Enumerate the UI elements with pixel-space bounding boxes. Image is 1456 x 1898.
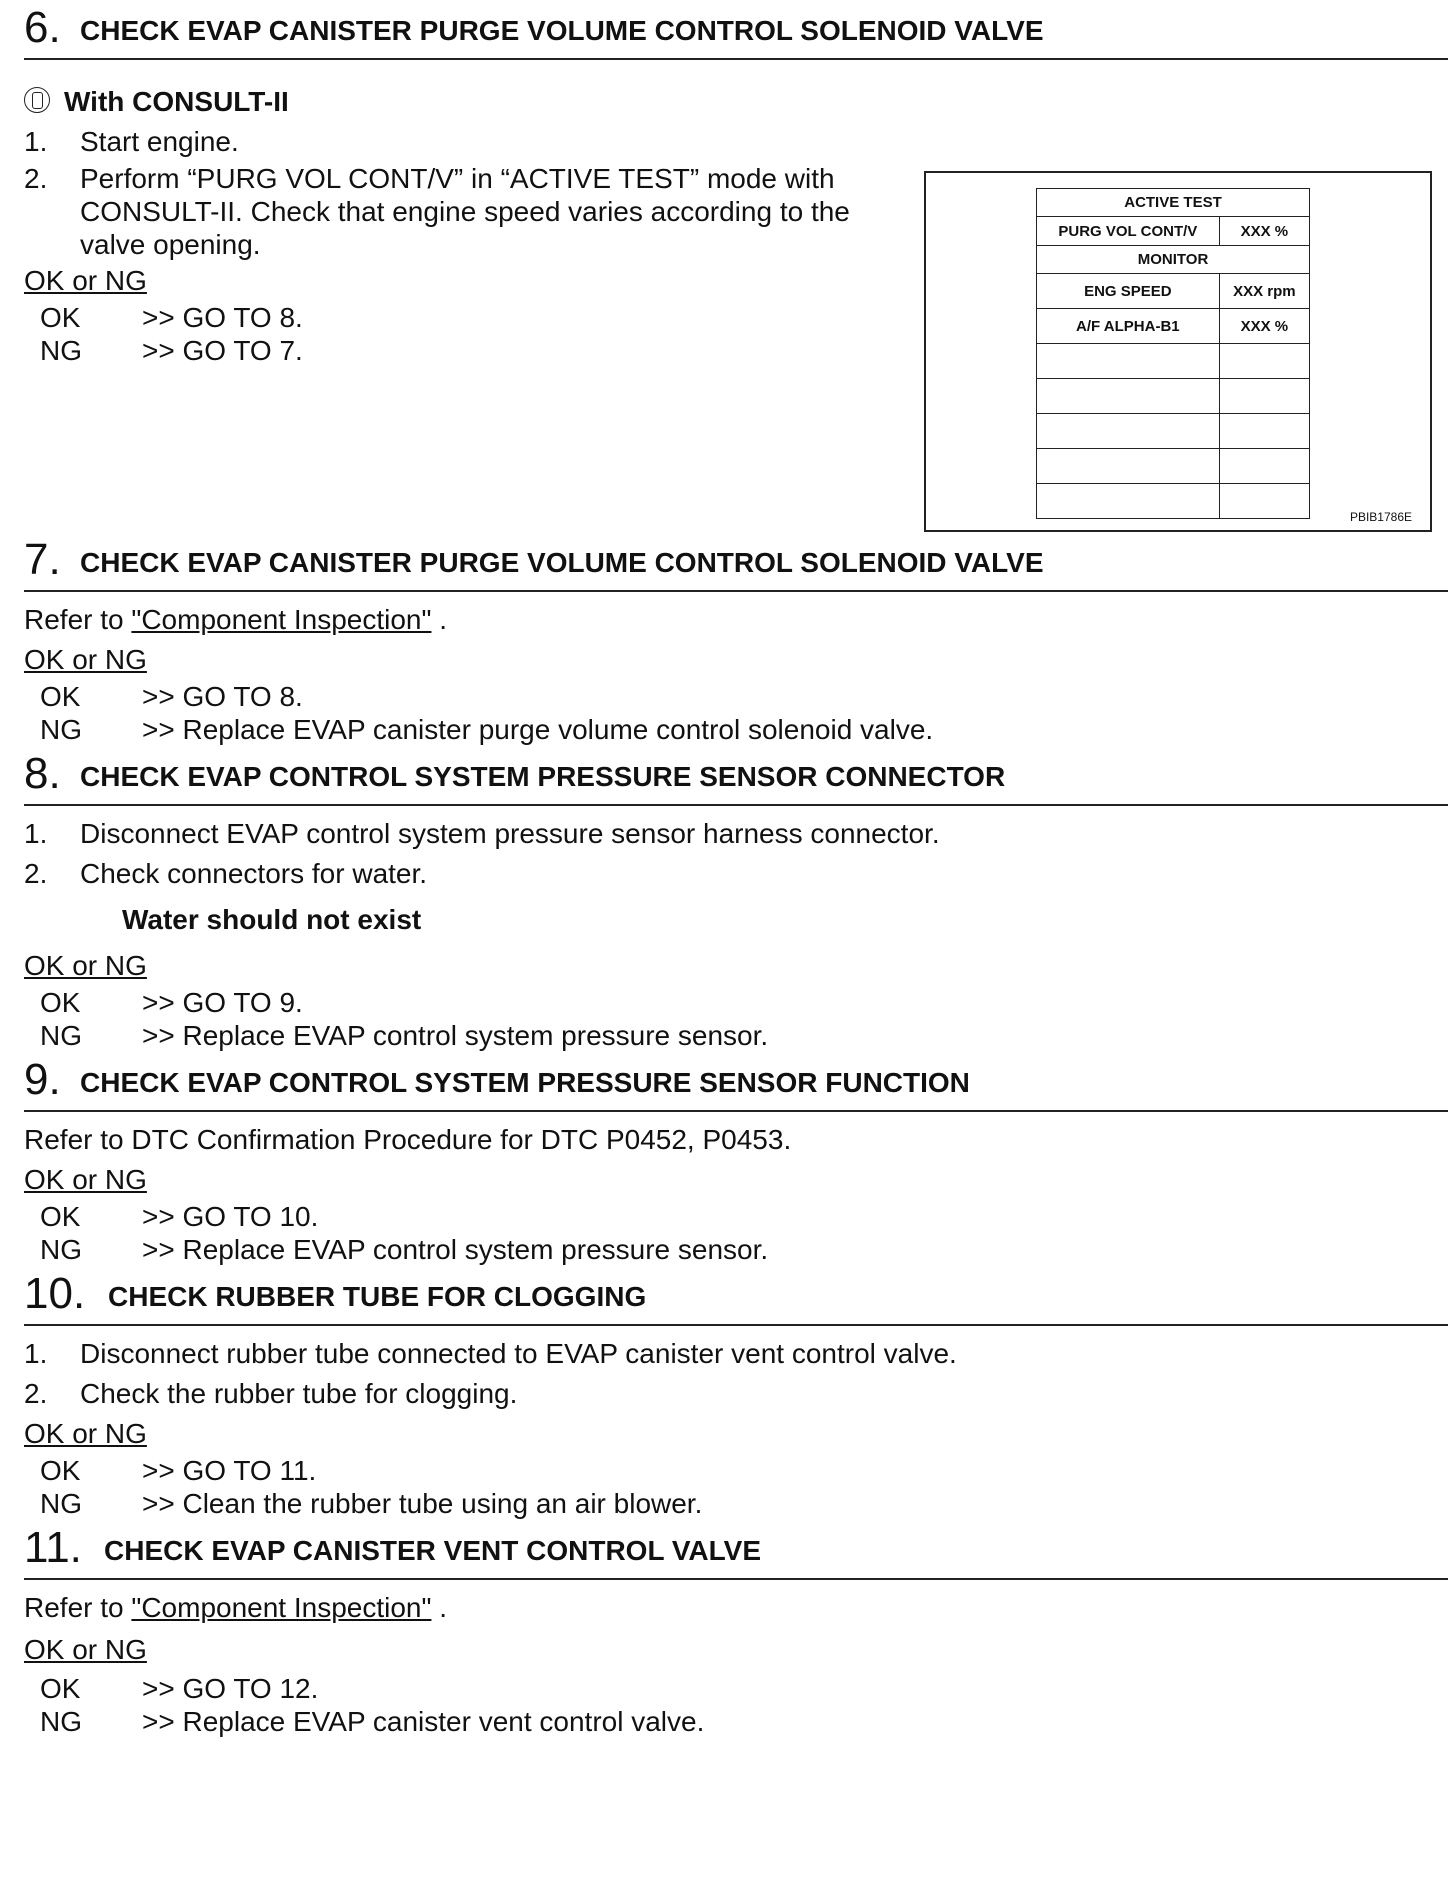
step-text: Check connectors for water. — [80, 858, 428, 889]
result-value: >> Clean the rubber tube using an air blower. — [142, 1488, 703, 1519]
result-key: NG — [40, 1488, 82, 1519]
section-title: CHECK EVAP CANISTER PURGE VOLUME CONTROL SOLENOID VALVE — [80, 15, 1044, 46]
result-key: NG — [40, 1020, 82, 1051]
result-ng — [24, 1019, 1448, 1052]
step — [24, 854, 1448, 894]
active-row-label: PURG VOL CONT/V — [1037, 217, 1220, 246]
empty-cell — [1037, 449, 1220, 484]
section-8 — [24, 746, 1448, 1052]
refer-line — [24, 600, 1448, 640]
active-row-value: XXX % — [1219, 217, 1309, 246]
section-title: CHECK EVAP CANISTER VENT CONTROL VALVE — [104, 1535, 762, 1566]
step-number: 1. — [24, 126, 48, 157]
empty-cell — [1037, 414, 1220, 449]
result-key: NG — [40, 1706, 82, 1737]
active-test-figure — [924, 171, 1432, 532]
ok-ng-text: OK or NG — [24, 1418, 147, 1449]
step — [24, 1374, 1448, 1414]
empty-cell — [1219, 344, 1309, 379]
note-text: Water should not exist — [122, 904, 422, 935]
result-value: >> GO TO 7. — [142, 335, 303, 366]
figure-id: PBIB1786E — [1349, 510, 1412, 524]
section-header — [24, 1266, 1448, 1326]
step-text: Check the rubber tube for clogging. — [80, 1378, 518, 1409]
empty-cell — [1037, 379, 1220, 414]
section-title: CHECK RUBBER TUBE FOR CLOGGING — [108, 1281, 647, 1312]
result-key: OK — [40, 987, 81, 1018]
result-ng — [24, 1233, 1448, 1266]
result-value: >> Replace EVAP canister vent control valve. — [142, 1706, 705, 1737]
result-ok — [24, 1454, 1448, 1487]
result-key: OK — [40, 1455, 81, 1486]
monitor-row-value: XXX % — [1219, 309, 1309, 344]
empty-cell — [1037, 484, 1220, 519]
step — [24, 122, 1448, 162]
step-text: Start engine. — [80, 126, 239, 157]
ok-ng-label — [24, 1160, 1448, 1200]
step-number: 2. — [24, 858, 48, 889]
section-number: 9. — [24, 1055, 61, 1104]
ok-ng-text: OK or NG — [24, 950, 147, 981]
section-number: 8. — [24, 749, 61, 798]
step-text: CONSULT-II. Check that engine speed varies according to the — [80, 196, 850, 227]
ok-ng-text: OK or NG — [24, 1164, 147, 1195]
result-value: >> GO TO 8. — [142, 302, 303, 333]
ok-ng-label — [24, 1414, 1448, 1454]
result-value: >> GO TO 8. — [142, 681, 303, 712]
section-number: 11. — [24, 1523, 82, 1572]
step — [24, 1334, 1448, 1374]
refer-prefix: Refer to — [24, 604, 132, 635]
empty-cell — [1219, 449, 1309, 484]
ok-ng-text: OK or NG — [24, 644, 147, 675]
section-number: 6. — [24, 3, 61, 52]
refer-suffix: . — [431, 1592, 448, 1623]
step-number: 2. — [24, 163, 48, 194]
section-header — [24, 532, 1448, 592]
note — [24, 894, 1448, 946]
consult-ii-tester-icon — [24, 87, 50, 113]
component-inspection-link[interactable]: "Component Inspection" — [131, 1592, 432, 1623]
section-10 — [24, 1266, 1448, 1520]
result-value: >> Replace EVAP control system pressure sensor. — [142, 1020, 769, 1051]
step-number: 1. — [24, 1338, 48, 1369]
section-header — [24, 746, 1448, 806]
result-ok — [24, 986, 1448, 1019]
result-ok — [24, 1672, 1448, 1705]
result-ng — [24, 1487, 1448, 1520]
result-ng — [24, 1705, 1448, 1738]
ok-ng-text: OK or NG — [24, 265, 147, 296]
monitor-row-label: ENG SPEED — [1037, 274, 1220, 309]
consult-subheading — [24, 82, 1448, 122]
section-9 — [24, 1052, 1448, 1266]
active-test-table — [1036, 188, 1310, 519]
result-key: NG — [40, 1234, 82, 1265]
monitor-row-label: A/F ALPHA-B1 — [1037, 309, 1220, 344]
result-key: NG — [40, 714, 82, 745]
step — [24, 814, 1448, 854]
empty-cell — [1037, 344, 1220, 379]
result-key: OK — [40, 681, 81, 712]
refer-suffix: . — [431, 604, 448, 635]
section-header — [24, 1520, 1448, 1580]
ok-ng-label — [24, 640, 1448, 680]
result-value: >> GO TO 11. — [142, 1455, 317, 1486]
refer-prefix: Refer to — [24, 1592, 132, 1623]
step-text: valve opening. — [80, 229, 261, 260]
monitor-header: MONITOR — [1037, 246, 1310, 274]
result-key: OK — [40, 1673, 81, 1704]
result-key: NG — [40, 335, 82, 366]
result-key: OK — [40, 302, 81, 333]
empty-cell — [1219, 414, 1309, 449]
result-value: >> Replace EVAP canister purge volume control solenoid valve. — [142, 714, 934, 745]
step-text: Disconnect EVAP control system pressure sensor harness connector. — [80, 818, 940, 849]
empty-cell — [1219, 484, 1309, 519]
result-value: >> GO TO 9. — [142, 987, 303, 1018]
ok-ng-label — [24, 1628, 1448, 1672]
result-key: OK — [40, 1201, 81, 1232]
step-number: 1. — [24, 818, 48, 849]
section-7 — [24, 532, 1448, 746]
step-text: Disconnect rubber tube connected to EVAP canister vent control valve. — [80, 1338, 957, 1369]
section-number: 7. — [24, 535, 61, 584]
component-inspection-link[interactable]: "Component Inspection" — [131, 604, 432, 635]
refer-text: Refer to DTC Confirmation Procedure for DTC P0452, P0453. — [24, 1124, 792, 1155]
section-title: CHECK EVAP CANISTER PURGE VOLUME CONTROL SOLENOID VALVE — [80, 547, 1044, 578]
result-ng — [24, 713, 1448, 746]
result-ok — [24, 1200, 1448, 1233]
subheading-text: With CONSULT-II — [64, 86, 289, 117]
ok-ng-label — [24, 946, 1448, 986]
section-11 — [24, 1520, 1448, 1738]
step-text: Perform “PURG VOL CONT/V” in “ACTIVE TEST” mode with — [80, 163, 835, 194]
active-test-header: ACTIVE TEST — [1037, 189, 1310, 217]
section-header — [24, 0, 1448, 60]
refer-line — [24, 1588, 1448, 1628]
monitor-row-value: XXX rpm — [1219, 274, 1309, 309]
step-number: 2. — [24, 1378, 48, 1409]
result-value: >> GO TO 12. — [142, 1673, 319, 1704]
empty-cell — [1219, 379, 1309, 414]
section-title: CHECK EVAP CONTROL SYSTEM PRESSURE SENSOR CONNECTOR — [80, 761, 1006, 792]
result-value: >> GO TO 10. — [142, 1201, 319, 1232]
section-number: 10. — [24, 1269, 86, 1318]
section-title: CHECK EVAP CONTROL SYSTEM PRESSURE SENSOR FUNCTION — [80, 1067, 970, 1098]
refer-line — [24, 1120, 1448, 1160]
ok-ng-text: OK or NG — [24, 1634, 147, 1665]
section-header — [24, 1052, 1448, 1112]
result-ok — [24, 680, 1448, 713]
result-value: >> Replace EVAP control system pressure sensor. — [142, 1234, 769, 1265]
